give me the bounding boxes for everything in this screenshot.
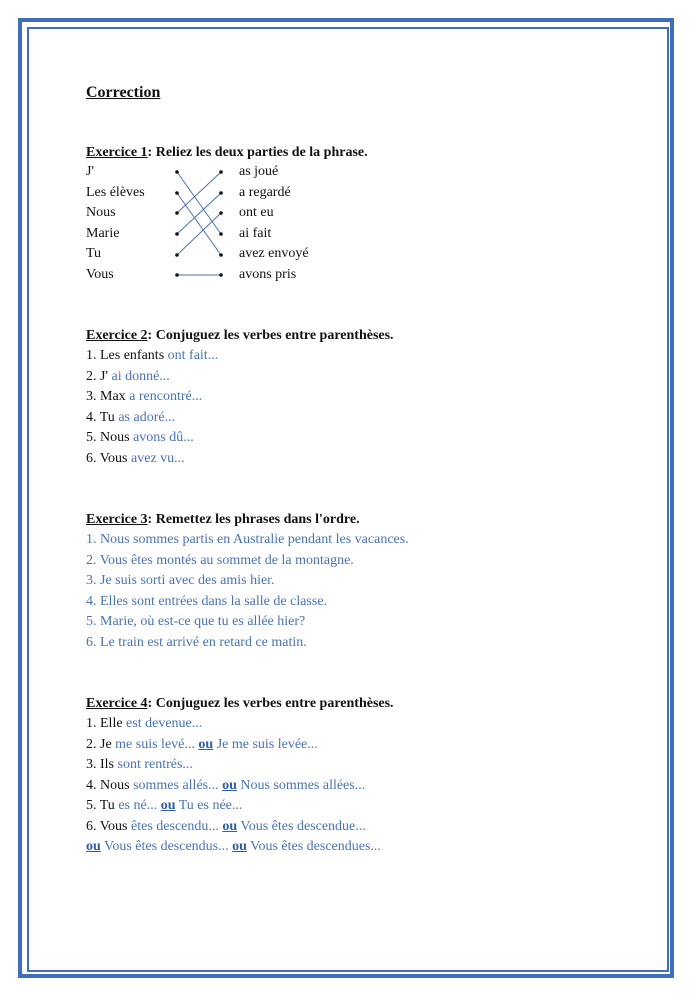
match-line — [177, 213, 221, 255]
ex1-left-item: Les élèves — [86, 185, 145, 200]
ex4-prefix: 6. Vous — [86, 819, 132, 834]
ex2-heading — [86, 328, 394, 344]
ex4-answer: es né... — [118, 798, 158, 813]
ex4-item — [86, 839, 381, 855]
ex1-left-item: Marie — [86, 226, 120, 241]
ex3-item: 1. Nous sommes partis en Australie pendant les vacances. — [86, 532, 409, 547]
ex2-item — [86, 410, 175, 426]
ex2-prefix: 5. Nous — [86, 430, 134, 445]
ex4-heading — [86, 696, 394, 712]
ex2-answer: ai donné... — [111, 369, 170, 384]
right-dot — [219, 191, 223, 195]
ex4-answer: êtes descendu... — [131, 819, 219, 834]
left-dot — [175, 273, 179, 277]
or-word: ou — [86, 839, 101, 854]
ex4-alt-answer: Nous sommes allées... — [240, 778, 366, 793]
ex2-prefix: 1. Les enfants — [86, 348, 168, 363]
left-dot — [175, 211, 179, 215]
or-word: ou — [232, 839, 247, 854]
ex2-item — [86, 430, 194, 446]
ex1-left-item: Nous — [86, 205, 116, 220]
ex4-prefix: 1. Elle — [86, 716, 127, 731]
ex3-item: 2. Vous êtes montés au sommet de la montagne. — [86, 553, 354, 568]
ex4-prefix: 5. Tu — [86, 798, 119, 813]
ex4-answer: sont rentrés... — [117, 757, 193, 772]
right-dot — [219, 170, 223, 174]
ex4-answer: me suis levé... — [115, 737, 195, 752]
ex4-label: Exercice 4 — [86, 696, 148, 711]
match-line — [177, 193, 221, 234]
ex1-label: Exercice 1 — [86, 145, 148, 160]
right-dot — [219, 273, 223, 277]
ex4-answer: sommes allés... — [133, 778, 219, 793]
left-dot — [175, 170, 179, 174]
ex4-item — [86, 737, 318, 753]
right-dot — [219, 211, 223, 215]
ex4-item — [86, 716, 202, 732]
ex2-answer: avez vu... — [131, 451, 185, 466]
ex3-instruction: : Remettez les phrases dans l'ordre. — [147, 512, 360, 527]
ex3-item: 4. Elles sont entrées dans la salle de classe. — [86, 594, 328, 609]
ex4-alt-answer: Vous êtes descendues... — [250, 839, 381, 854]
ex3-item: 6. Le train est arrivé en retard ce matin. — [86, 635, 307, 650]
ex4-item — [86, 757, 193, 773]
ex2-prefix: 6. Vous — [86, 451, 132, 466]
ex2-answer: avons dû... — [133, 430, 194, 445]
or-word: ou — [160, 798, 176, 813]
ex4-answer: est devenue... — [126, 716, 203, 731]
ex4-prefix: 4. Nous — [86, 778, 134, 793]
ex2-answer: a rencontré... — [129, 389, 203, 404]
right-dot — [219, 232, 223, 236]
ex2-answer: as adoré... — [118, 410, 176, 425]
ex2-prefix: 3. Max — [86, 389, 130, 404]
ex4-answer: Vous êtes descendus... — [104, 839, 229, 854]
ex2-item — [86, 389, 202, 405]
ex2-prefix: 4. Tu — [86, 410, 119, 425]
left-dot — [175, 253, 179, 257]
or-word: ou — [198, 737, 214, 752]
ex2-label: Exercice 2 — [86, 328, 148, 343]
ex1-left-item: Vous — [86, 267, 114, 282]
ex4-alt-answer: Je me suis levée... — [216, 737, 318, 752]
match-line — [177, 172, 221, 213]
ex2-item — [86, 348, 218, 364]
ex4-item — [86, 778, 365, 794]
ex2-answer: ont fait... — [167, 348, 219, 363]
ex1-right-item: a regardé — [239, 185, 291, 200]
ex1-instruction: : Reliez les deux parties de la phrase. — [147, 145, 368, 160]
ex4-alt-answer: Vous êtes descendue... — [240, 819, 366, 834]
or-word: ou — [222, 819, 238, 834]
ex2-instruction: : Conjuguez les verbes entre parenthèses. — [147, 328, 394, 343]
ex1-right-item: avez envoyé — [239, 246, 309, 261]
ex1-right-item: as joué — [239, 164, 279, 179]
left-dot — [175, 191, 179, 195]
ex1-right-item: ont eu — [239, 205, 274, 220]
ex2-item — [86, 451, 185, 467]
ex4-prefix: 3. Ils — [86, 757, 118, 772]
left-dot — [175, 232, 179, 236]
ex1-left-item: Tu — [86, 246, 102, 261]
ex1-left-item: J' — [86, 164, 94, 179]
ex3-item: 5. Marie, où est-ce que tu es allée hier? — [86, 614, 306, 629]
ex4-alt-answer: Tu es née... — [178, 798, 243, 813]
or-word: ou — [222, 778, 237, 793]
ex1-right-item: avons pris — [239, 267, 297, 282]
ex3-item: 3. Je suis sorti avec des amis hier. — [86, 573, 275, 588]
ex2-prefix: 2. J' — [86, 369, 112, 384]
ex4-instruction: : Conjuguez les verbes entre parenthèses. — [147, 696, 394, 711]
ex3-label: Exercice 3 — [86, 512, 148, 527]
ex4-prefix: 2. Je — [86, 737, 116, 752]
right-dot — [219, 253, 223, 257]
ex3-heading — [86, 512, 360, 528]
page-title: Correction — [86, 84, 161, 101]
ex1-right-item: ai fait — [239, 226, 272, 241]
ex2-item — [86, 369, 170, 385]
ex4-item — [86, 798, 242, 814]
ex4-item — [86, 819, 366, 835]
